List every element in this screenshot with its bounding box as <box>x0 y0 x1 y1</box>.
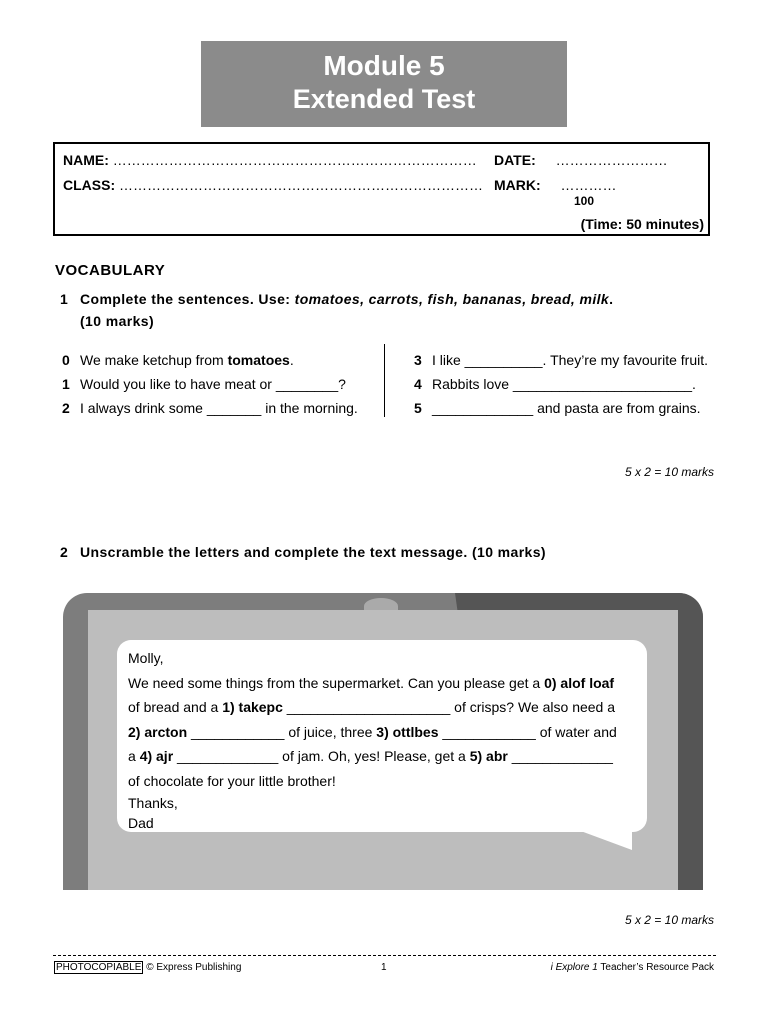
publisher: © Express Publishing <box>146 962 242 973</box>
mark-total: 100 <box>574 194 595 208</box>
message-line[interactable]: a 4) ajr _____________ of jam. Oh, yes! Please, get a 5) abr _____________ <box>128 748 613 764</box>
question-1-heading: 1 Complete the sentences. Use: tomatoes, carrots, fish, bananas, bread, milk. <box>60 291 614 307</box>
book-subtitle: Teacher’s Resource Pack <box>597 962 714 973</box>
footer-left <box>54 962 241 973</box>
sentence-1[interactable]: 1 Would you like to have meat or ________? <box>62 376 346 392</box>
message-line[interactable]: 2) arcton ____________ of juice, three 3) ottlbes ____________ of water and <box>128 723 617 740</box>
sentence-3[interactable]: 3 I like __________. They’re my favourite fruit. <box>414 352 709 368</box>
question-text: Complete the sentences. Use: <box>80 291 291 307</box>
date-row <box>494 152 668 168</box>
book-title: i Explore 1 <box>550 962 598 973</box>
sentence-4[interactable]: 4 Rabbits love _______________________. <box>414 376 696 392</box>
name-label: NAME: <box>63 152 109 168</box>
section-heading: VOCABULARY <box>55 262 166 279</box>
date-label: DATE: <box>494 152 536 168</box>
question-number: 1 <box>60 291 69 307</box>
message-line: of chocolate for your little brother! <box>128 772 336 789</box>
test-title: Extended Test <box>292 84 476 114</box>
question-2-heading <box>60 544 546 560</box>
class-row <box>63 177 483 193</box>
student-info-box <box>53 142 710 236</box>
class-field[interactable]: …………………………………………………………………… <box>119 177 484 193</box>
name-row <box>63 152 477 168</box>
sentence-5[interactable]: 5 _____________ and pasta are from grains. <box>414 400 701 416</box>
text-message <box>128 646 628 833</box>
question-2-score: 5 x 2 = 10 marks <box>624 913 714 927</box>
message-bubble-tail <box>578 830 632 850</box>
class-label: CLASS: <box>63 177 116 193</box>
mark-field[interactable]: ………… <box>560 177 617 193</box>
mark-row <box>494 177 617 193</box>
message-signature: Dad <box>128 815 154 831</box>
name-field[interactable]: …………………………………………………………………… <box>112 152 477 168</box>
message-thanks: Thanks, <box>128 795 178 811</box>
message-line: We need some things from the supermarket. Can you please get a 0) alof loaf <box>128 674 615 691</box>
column-divider <box>384 344 385 417</box>
question-1-marks: (10 marks) <box>80 313 155 329</box>
question-1-score: 5 x 2 = 10 marks <box>624 465 714 479</box>
time-limit: (Time: 50 minutes) <box>580 216 704 232</box>
question-number: 2 <box>60 544 69 560</box>
footer-right <box>551 962 714 973</box>
module-title: Module 5 <box>323 50 445 81</box>
question-text: Unscramble the letters and complete the text message. (10 marks) <box>80 544 546 560</box>
sentence-0: 0 We make ketchup from tomatoes. <box>62 352 294 368</box>
mark-label: MARK: <box>494 177 541 193</box>
title-banner <box>201 41 567 127</box>
word-list: tomatoes, carrots, fish, bananas, bread, milk <box>294 291 610 307</box>
sentence-2[interactable]: 2 I always drink some _______ in the morning. <box>62 400 358 416</box>
message-greeting: Molly, <box>128 650 164 666</box>
footer-divider <box>53 955 716 956</box>
message-line[interactable]: of bread and a 1) takepc _____________________ of crisps? We also need a <box>128 699 616 715</box>
page-number: 1 <box>381 962 387 973</box>
photocopiable-badge: PHOTOCOPIABLE <box>56 962 142 973</box>
date-field[interactable]: …………………… <box>555 152 668 168</box>
